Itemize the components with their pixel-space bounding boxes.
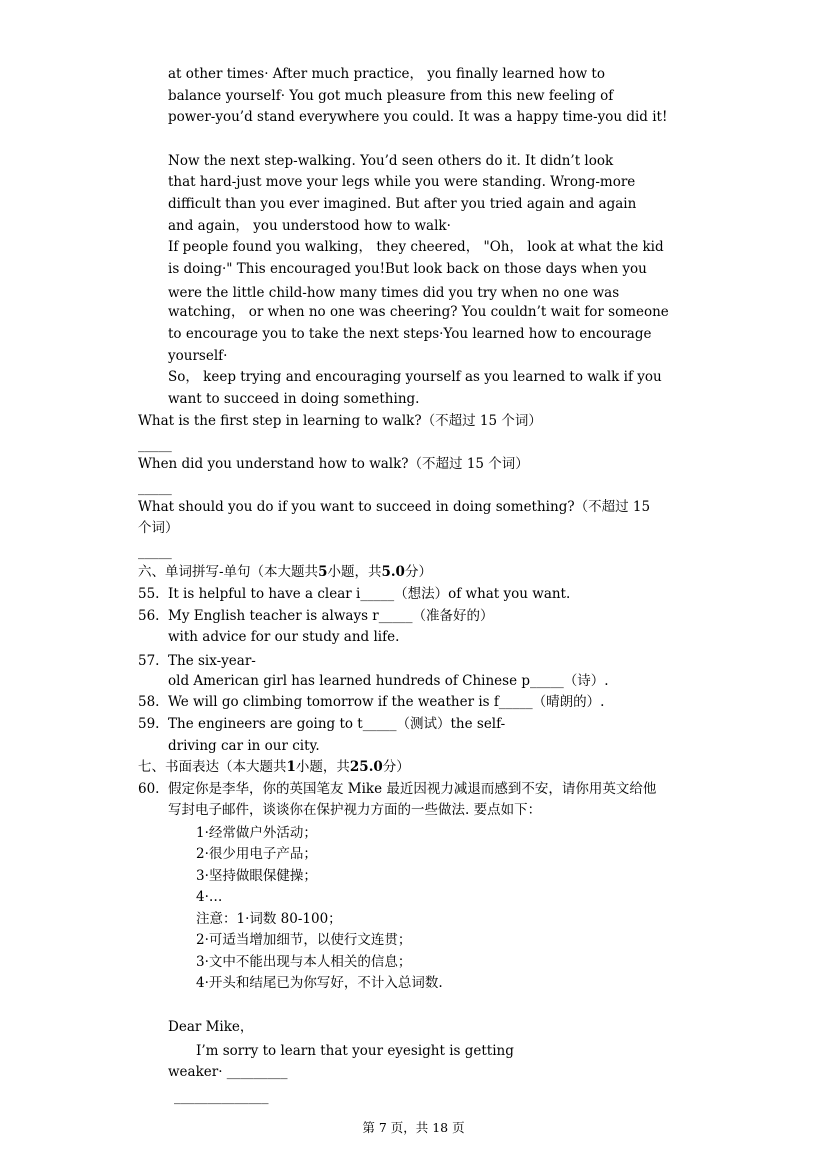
spelling-question: It is helpful to have a clear i_____（想法）of what you want.: [168, 586, 571, 602]
letter-salutation: Dear Mike，: [168, 1019, 254, 1035]
answer-blank[interactable]: _____: [138, 544, 172, 560]
passage-line: that hard-just move your legs while you were standing. Wrong-more: [168, 174, 636, 190]
spelling-question: We will go climbing tomorrow if the weather is f_____（晴朗的）.: [168, 694, 605, 710]
answer-blank[interactable]: _____: [138, 480, 172, 496]
passage-line: and again， you understood how to walk·: [168, 218, 451, 234]
writing-note: 3·文中不能出现与本人相关的信息；: [196, 954, 412, 970]
reading-question-continued: 个词）: [138, 520, 179, 536]
passage-line: balance yourself· You got much pleasure from this new feeling of: [168, 88, 614, 104]
section-middle: 小题，共: [295, 759, 350, 775]
passage-line: power-you’d stand everywhere you could. It was a happy time-you did it!: [168, 109, 668, 125]
reading-question: What should you do if you want to succeed in doing something?（不超过 15: [138, 499, 651, 515]
item-number: 57.: [138, 653, 160, 669]
section-prefix: 六、单词拼写-单句（本大题共: [138, 564, 319, 580]
section-score: 25.0: [349, 759, 383, 775]
item-number: 58.: [138, 694, 160, 710]
page-footer: 第 7 页，共 18 页: [362, 1120, 465, 1135]
passage-line: at other times· After much practice， you finally learned how to: [168, 66, 605, 82]
section-suffix: 分）: [404, 564, 432, 580]
section-heading-six: [138, 563, 432, 581]
passage-line: yourself·: [168, 348, 228, 364]
passage-line: want to succeed in doing something.: [168, 391, 420, 407]
writing-note: 4·开头和结尾已为你写好，不计入总词数.: [196, 975, 443, 991]
passage-line: So， keep trying and encouraging yourself as you learned to walk if you: [168, 369, 662, 385]
section-suffix: 分）: [382, 759, 410, 775]
letter-opening: I’m sorry to learn that your eyesight is getting: [196, 1043, 514, 1059]
item-number: 59.: [138, 716, 160, 732]
item-number: 60.: [138, 781, 160, 797]
writing-prompt: 假定你是李华，你的英国笔友 Mike 最近因视力减退而感到不安，请你用英文给他: [168, 781, 657, 797]
passage-line: to encourage you to take the next steps·You learned how to encourage: [168, 326, 652, 342]
passage-line: were the little child-how many times did you try when no one was: [168, 285, 620, 301]
writing-prompt: 写封电子邮件，谈谈你在保护视力方面的一些做法. 要点如下：: [168, 802, 542, 818]
passage-line: watching， or when no one was cheering? You couldn’t wait for someone: [168, 304, 669, 320]
writing-point: 2·很少用电子产品；: [196, 846, 317, 862]
writing-point: 3·坚持做眼保健操；: [196, 868, 317, 884]
passage-line: is doing·" This encouraged you!But look back on those days when you: [168, 261, 647, 277]
section-middle: 小题，共: [327, 564, 382, 580]
section-prefix: 七、书面表达（本大题共: [138, 759, 287, 775]
letter-opening-blank[interactable]: weaker· _________: [168, 1064, 288, 1080]
reading-question: What is the first step in learning to walk?（不超过 15 个词）: [138, 413, 542, 429]
question-count: 1: [286, 759, 296, 775]
answer-blank[interactable]: _____: [138, 437, 172, 453]
passage-line: Now the next step-walking. You’d seen others do it. It didn’t look: [168, 153, 614, 169]
spelling-question: My English teacher is always r_____（准备好的）: [168, 608, 494, 624]
spelling-question: The six-year-: [168, 653, 256, 669]
writing-note: 注意：1·词数 80-100；: [196, 911, 342, 927]
spelling-question: The engineers are going to t_____（测试）the self-: [168, 716, 506, 732]
section-score: 5.0: [381, 564, 405, 580]
spelling-question-continued: driving car in our city.: [168, 738, 320, 754]
question-count: 5: [318, 564, 328, 580]
passage-line: If people found you walking， they cheered， "Oh， look at what the kid: [168, 239, 664, 255]
spelling-question-continued: old American girl has learned hundreds of Chinese p_____（诗）.: [168, 673, 609, 689]
item-number: 56.: [138, 608, 160, 624]
item-number: 55.: [138, 586, 160, 602]
writing-note: 2·可适当增加细节，以使行文连贯；: [196, 932, 412, 948]
writing-point: 4·…: [196, 889, 223, 905]
section-heading-seven: [138, 758, 410, 776]
reading-question: When did you understand how to walk?（不超过 15 个词）: [138, 456, 529, 472]
writing-point: 1·经常做户外活动；: [196, 825, 317, 841]
spelling-question-continued: with advice for our study and life.: [168, 629, 400, 645]
answer-line[interactable]: ______________: [174, 1089, 269, 1105]
passage-line: difficult than you ever imagined. But after you tried again and again: [168, 196, 637, 212]
